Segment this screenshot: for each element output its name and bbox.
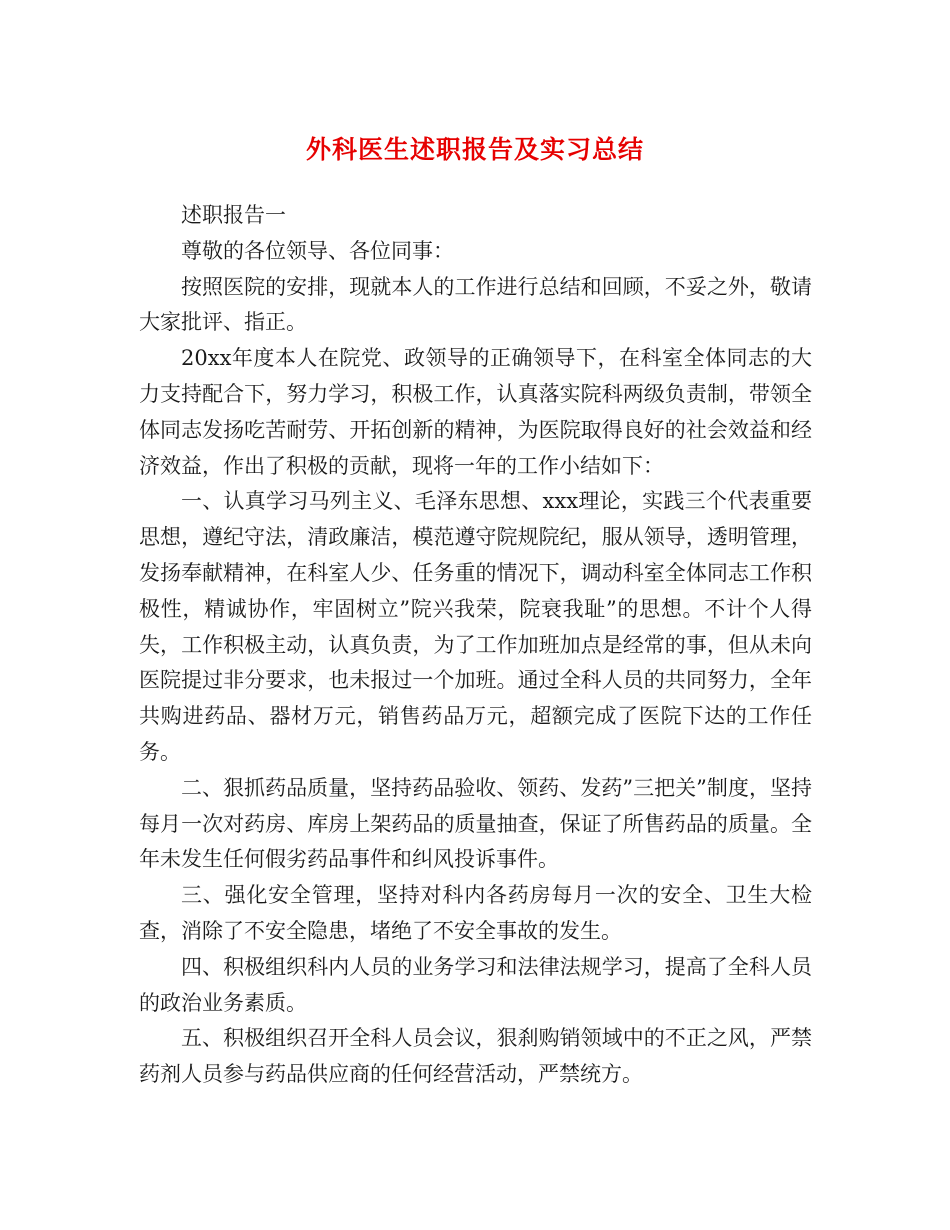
paragraph-annual-overview: 20xx年度本人在院党、政领导的正确领导下，在科室全体同志的大力支持配合下，努力学习，积极工作，认真落实院科两级负责制，带领全体同志发扬吃苦耐劳、开拓创新的精神，为医院取得良好的社会效益和经济效益，作出了积极的贡献，现将一年的工作小结如下：: [139, 346, 812, 478]
paragraph-salutation: 尊敬的各位领导、各位同事：: [181, 238, 454, 263]
paragraph-item-1: 一、认真学习马列主义、毛泽东思想、xxx理论，实践三个代表重要思想，遵纪守法，清政廉洁，模范遵守院规院纪，服从领导，透明管理，发扬奉献精神，在科室人少、任务重的情况下，调动科室全体同志工作积极性，精诚协作，牢固树立”院兴我荣，院衰我耻”的思想。不计个人得失，工作积极主动，认真负责，为了工作加班加点是经常的事，但从未向医院提过非分要求，也未报过一个加班。通过全科人员的共同努力，全年共购进药品、器材万元，销售药品万元，超额完成了医院下达的工作任务。: [139, 489, 812, 764]
document-title: 外科医生述职报告及实习总结: [305, 135, 644, 164]
paragraph-item-5: 五、积极组织召开全科人员会议，狠刹购销领域中的不正之风，严禁药剂人员参与药品供应商的任何经营活动，严禁统方。: [139, 1026, 812, 1087]
paragraph-intro: 按照医院的安排，现就本人的工作进行总结和回顾，不妥之外，敬请大家批评、指正。: [139, 274, 812, 335]
paragraph-item-2: 二、狠抓药品质量，坚持药品验收、领药、发药”三把关”制度，坚持每月一次对药房、库房上架药品的质量抽查，保证了所售药品的质量。全年未发生任何假劣药品事件和纠风投诉事件。: [139, 775, 812, 872]
document-body: [139, 198, 812, 1093]
paragraph-report-heading: 述职报告一: [181, 203, 286, 227]
paragraph-item-3: 三、强化安全管理，坚持对科内各药房每月一次的安全、卫生大检查，消除了不安全隐患，堵绝了不安全事故的发生。: [139, 883, 812, 943]
paragraph-item-4: 四、积极组织科内人员的业务学习和法律法规学习，提高了全科人员的政治业务素质。: [139, 954, 812, 1015]
